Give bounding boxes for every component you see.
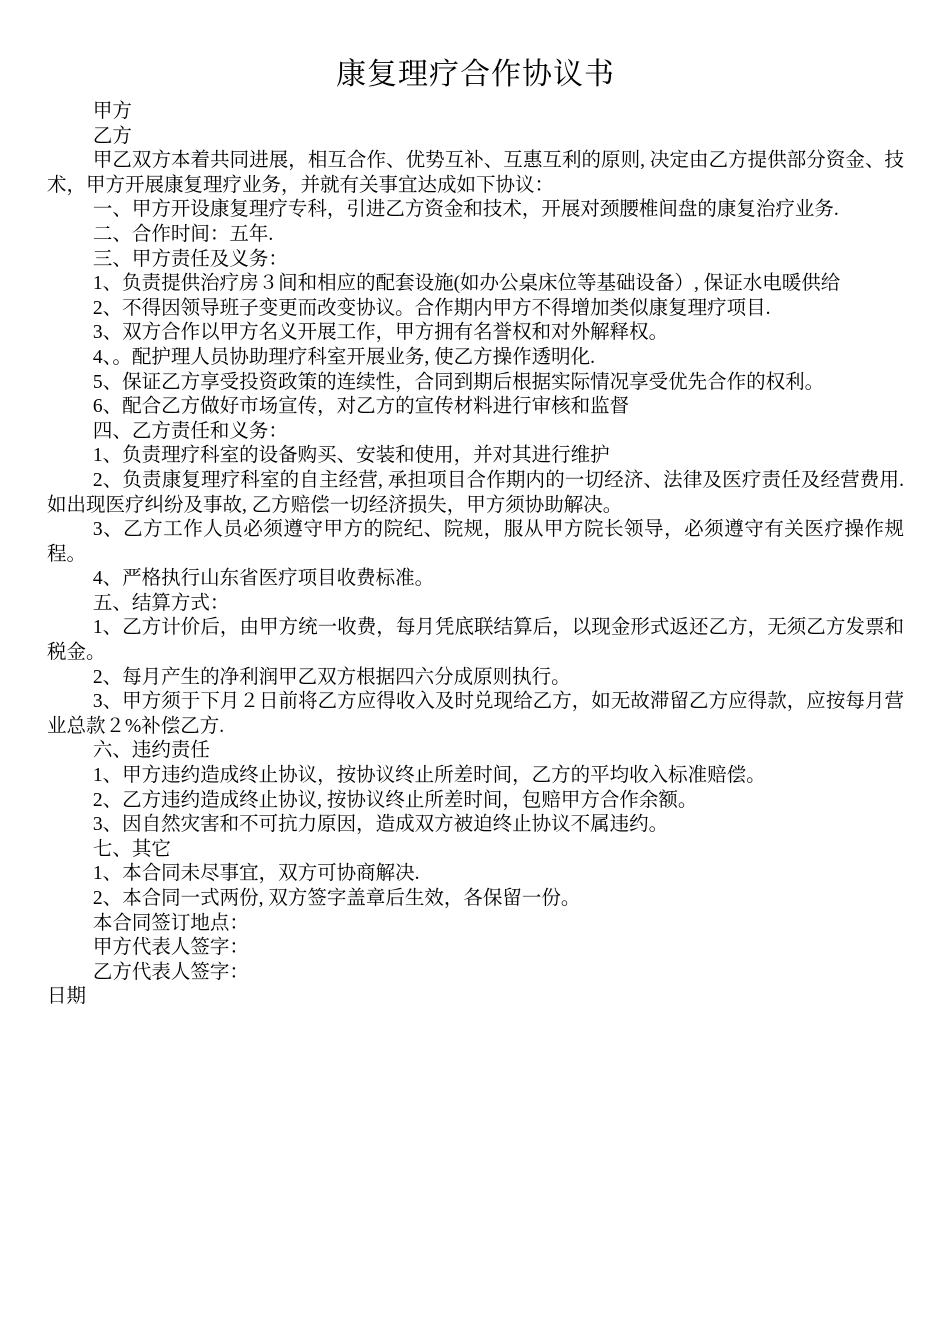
document-title: 康复理疗合作协议书: [336, 57, 615, 92]
date-line: 日期: [47, 986, 87, 1008]
section-heading-5: 五、结算方式：: [92, 592, 230, 614]
party-b-signature-line: 乙方代表人签字：: [92, 961, 249, 983]
clause-3-4: 4、。配护理人员协助理疗科室开展业务, 使乙方操作透明化.: [92, 346, 595, 368]
clause-3-6: 6、配合乙方做好市场宣传，对乙方的宣传材料进行审核和监督: [92, 396, 630, 418]
clause-3-1: 1、负责提供治疗房３间和相应的配套设施(如办公桌床位等基础设备）, 保证水电暖供给: [92, 273, 841, 295]
clause-6-3: 3、因自然灾害和不可抗力原因，造成双方被迫终止协议不属违约。: [92, 814, 669, 836]
section-heading-4: 四、乙方责任和义务：: [92, 420, 288, 442]
clause-7-2: 2、本合同一式两份, 双方签字盖章后生效，各保留一份。: [92, 888, 581, 909]
document-body: [47, 100, 904, 1010]
party-a-signature-line: 甲方代表人签字：: [92, 937, 249, 959]
preamble-paragraph: 甲乙双方本着共同进展，相互合作、优势互补、互惠互利的原则, 决定由乙方提供部分资金、技术，甲方开展康复理疗业务，并就有关事宜达成如下协议：: [47, 150, 904, 196]
clause-4-2: 2、负责康复理疗科室的自主经营, 承担项目合作期内的一切经济、法律及医疗责任及经营费用. 如出现医疗纠纷及事故, 乙方赔偿一切经济损失，甲方须协助解决。: [47, 469, 904, 516]
clause-5-1: 1、乙方计价后，由甲方统一收费，每月凭底联结算后，以现金形式返还乙方，无须乙方发票和税金。: [47, 617, 904, 664]
section-heading-3: 三、甲方责任及义务：: [92, 248, 288, 270]
clause-5-2: 2、每月产生的净利润甲乙双方根据四六分成原则执行。: [92, 666, 571, 688]
clause-1: 一、甲方开设康复理疗专科，引进乙方资金和技术，开展对颈腰椎间盘的康复治疗业务.: [92, 199, 839, 221]
clause-3-5: 5、保证乙方享受投资政策的连续性，合同到期后根据实际情况享受优先合作的权利。: [92, 371, 825, 393]
clause-6-1: 1、甲方违约造成终止协议，按协议终止所差时间，乙方的平均收入标准赔偿。: [92, 765, 766, 787]
section-heading-6: 六、违约责任: [92, 740, 210, 762]
clause-2: 二、合作时间：五年.: [92, 223, 274, 245]
section-heading-7: 七、其它: [92, 838, 171, 860]
clause-3-2: 2、不得因领导班子变更而改变协议。合作期内甲方不得增加类似康复理疗项目.: [92, 297, 771, 319]
clause-4-4: 4、严格执行山东省医疗项目收费标准。: [92, 568, 435, 590]
clause-6-2: 2、乙方违约造成终止协议, 按协议终止所差时间，包赔甲方合作余额。: [92, 789, 698, 811]
clause-4-3: 3、乙方工作人员必须遵守甲方的院纪、院规，服从甲方院长领导，必须遵守有关医疗操作规程。: [47, 519, 904, 565]
clause-7-1: 1、本合同未尽事宜，双方可协商解决.: [92, 863, 420, 885]
clause-3-3: 3、双方合作以甲方名义开展工作，甲方拥有名誉权和对外解释权。: [92, 322, 669, 344]
clause-5-3: 3、甲方须于下月２日前将乙方应得收入及时兑现给乙方，如无故滞留乙方应得款，应按每月营业总款２%补偿乙方.: [47, 691, 904, 737]
party-b-line: 乙方: [92, 125, 132, 147]
party-a-line: 甲方: [92, 101, 132, 122]
clause-4-1: 1、负责理疗科室的设备购买、安装和使用，并对其进行维护: [92, 445, 610, 467]
signing-location-line: 本合同签订地点：: [92, 912, 249, 934]
